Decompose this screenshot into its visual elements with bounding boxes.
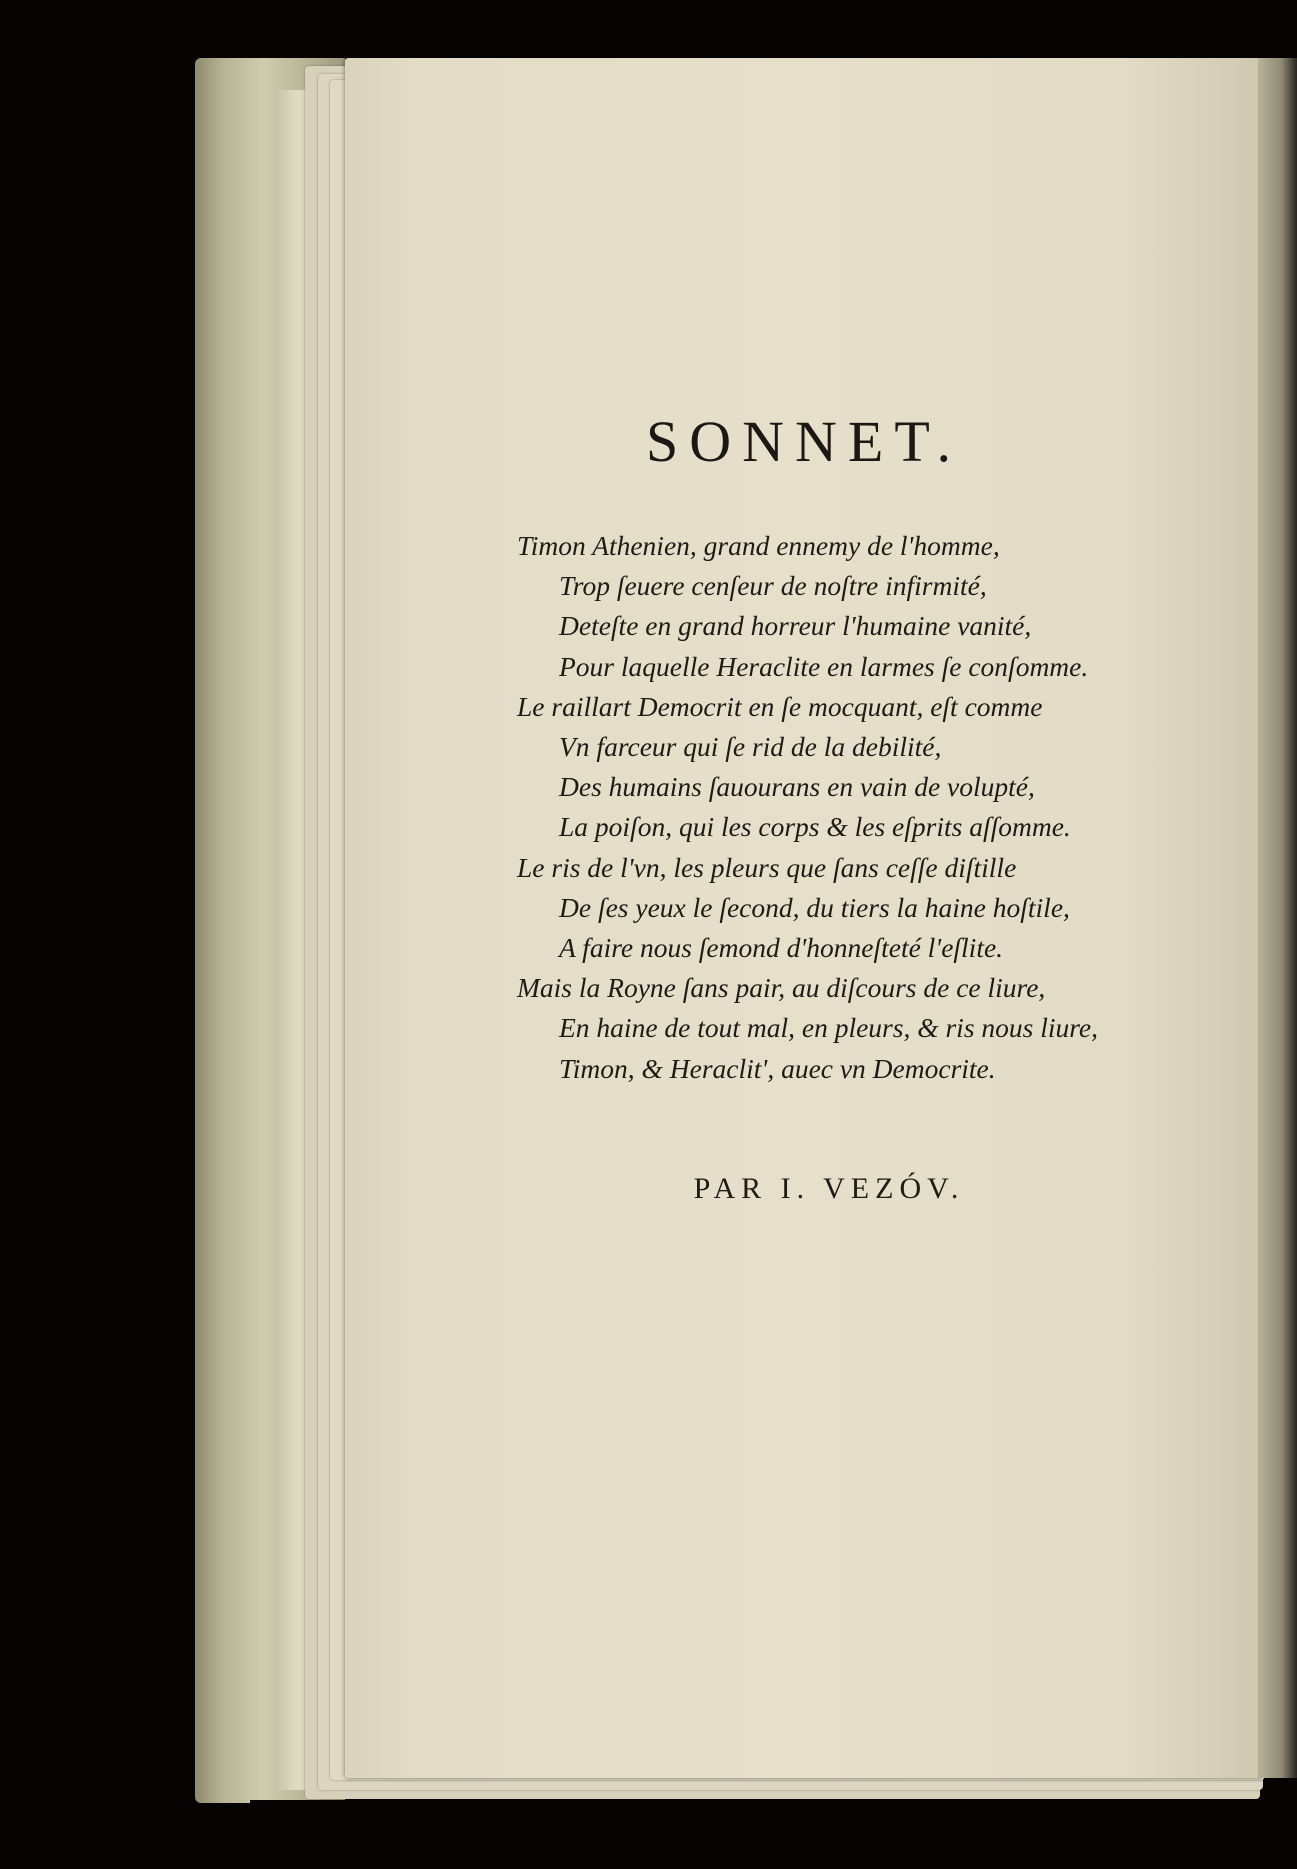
sonnet-line: Trop ſeuere cenſeur de noſtre infirmité, [559,570,987,602]
sonnet-line: Mais la Royne ſans pair, au diſcours de ce liure, [517,972,1046,1004]
bottom-shadow [250,1800,1297,1869]
sonnet-line: A faire nous ſemond d'honneſteté l'eſlite. [559,932,1004,964]
sonnet-line: Le raillart Democrit en ſe mocquant, eſt comme [517,690,1043,722]
author-line: PAR I. VEZÓV. [693,1172,965,1205]
sonnet-line: En haine de tout mal, en pleurs, & ris nous liure, [559,1012,1099,1044]
sonnet-line: Vn farceur qui ſe rid de la debilité, [559,731,942,763]
page-title: SONNET. [646,409,962,474]
sonnet-line: Deteſte en grand horreur l'humaine vanité, [559,610,1032,642]
sonnet-line: Le ris de l'vn, les pleurs que ſans ceſſe diſtille [517,851,1017,883]
sonnet-line: Des humains ſauourans en vain de volupté, [559,771,1035,803]
sonnet-line: Timon Athenien, grand ennemy de l'homme, [517,530,1000,561]
sonnet-line: Timon, & Heraclit', auec vn Democrite. [559,1052,996,1084]
sonnet-line: La poiſon, qui les corps & les eſprits aſſomme. [559,811,1071,843]
page-edge [1258,58,1297,1778]
sonnet-text [517,526,1217,1089]
sonnet-line: De ſes yeux le ſecond, du tiers la haine hoſtile, [559,891,1070,923]
sonnet-line: Pour laquelle Heraclite en larmes ſe conſomme. [559,650,1089,682]
